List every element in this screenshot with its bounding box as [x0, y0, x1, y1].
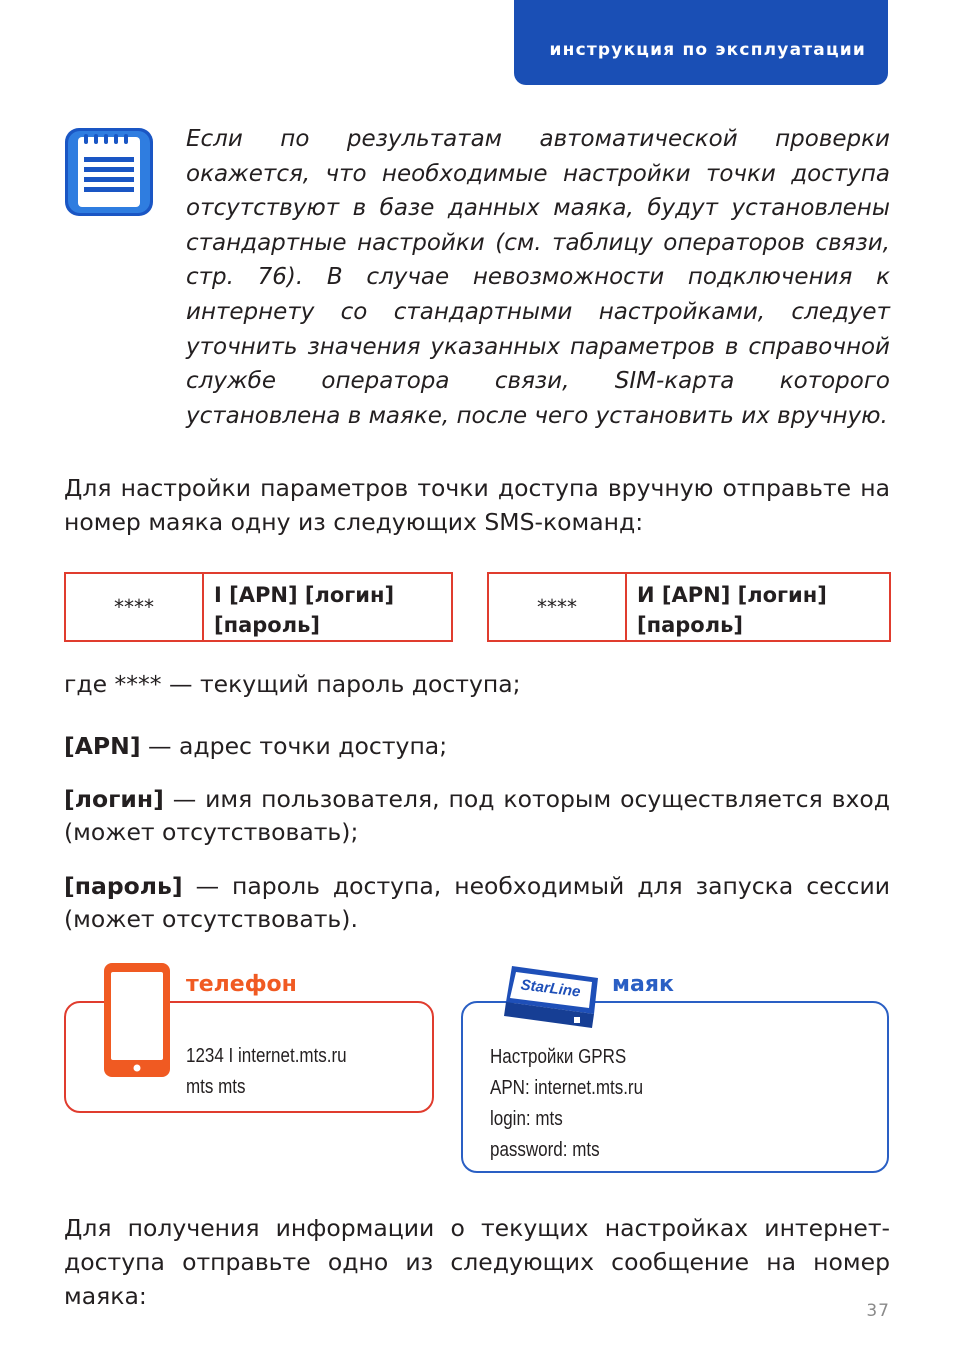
where-text: где **** — текущий пароль доступа;: [64, 670, 521, 698]
command-text: И [APN] [логин] [пароль]: [637, 583, 827, 637]
beacon-reply-line: APN: internet.mts.ru: [490, 1077, 644, 1099]
login-description: — имя пользователя, под которым осуществляется вход (может отсутствовать);: [64, 785, 890, 846]
phone-message-line: mts mts: [186, 1076, 246, 1098]
apn-definition: [64, 730, 890, 763]
login-definition: [64, 783, 890, 849]
beacon-reply-line: password: mts: [490, 1139, 600, 1161]
password-description: — пароль доступа, необходимый для запуска сессии (может отсутствовать).: [64, 872, 890, 933]
note-text: Если по результатам автоматической проверки окажется, что необходимые настройки точки доступа отсутствуют в базе данных маяка, будут установлены стандартные настройки (см. таблицу операторов связи, стр. 76). В случае невозможности подключения к интернету со стандартными настройками, следует уточнить значения указанных параметров в справочной службе оператора связи, SIM-карта которого установлена в маяке, после чего установить их вручную.: [186, 126, 890, 429]
notepad-icon: [64, 127, 154, 217]
footer-text: Для получения информации о текущих настройках интернет-доступа отправьте одно из следующих сообщение на номер маяка:: [64, 1214, 890, 1310]
login-term: [логин]: [64, 785, 164, 813]
command-box-latin: [64, 572, 453, 642]
starline-logo-text: StarLine: [519, 976, 582, 1001]
command-text: I [APN] [логин] [пароль]: [214, 583, 395, 637]
apn-term: [APN]: [64, 732, 141, 760]
command-password: ****: [66, 574, 204, 640]
command-password: ****: [489, 574, 627, 640]
header-tab: [514, 0, 888, 85]
command-box-cyrillic: [487, 572, 891, 642]
password-definition: [64, 870, 890, 936]
beacon-label: маяк: [612, 972, 674, 997]
header-title: инструкция по эксплуатации: [549, 40, 866, 60]
beacon-reply-line: login: mts: [490, 1108, 563, 1130]
password-term: [пароль]: [64, 872, 183, 900]
phone-icon: [104, 963, 170, 1077]
beacon-reply-line: Настройки GPRS: [490, 1046, 627, 1068]
intro-text: Для настройки параметров точки доступа вручную отправьте на номер маяка одну из следующих SMS-команд:: [64, 474, 890, 536]
starline-beacon-icon: [498, 962, 602, 1034]
phone-message-line: 1234 I internet.mts.ru: [186, 1045, 347, 1067]
phone-label: телефон: [186, 972, 297, 997]
apn-description: — адрес точки доступа;: [140, 732, 448, 760]
page-number: 37: [866, 1301, 890, 1321]
